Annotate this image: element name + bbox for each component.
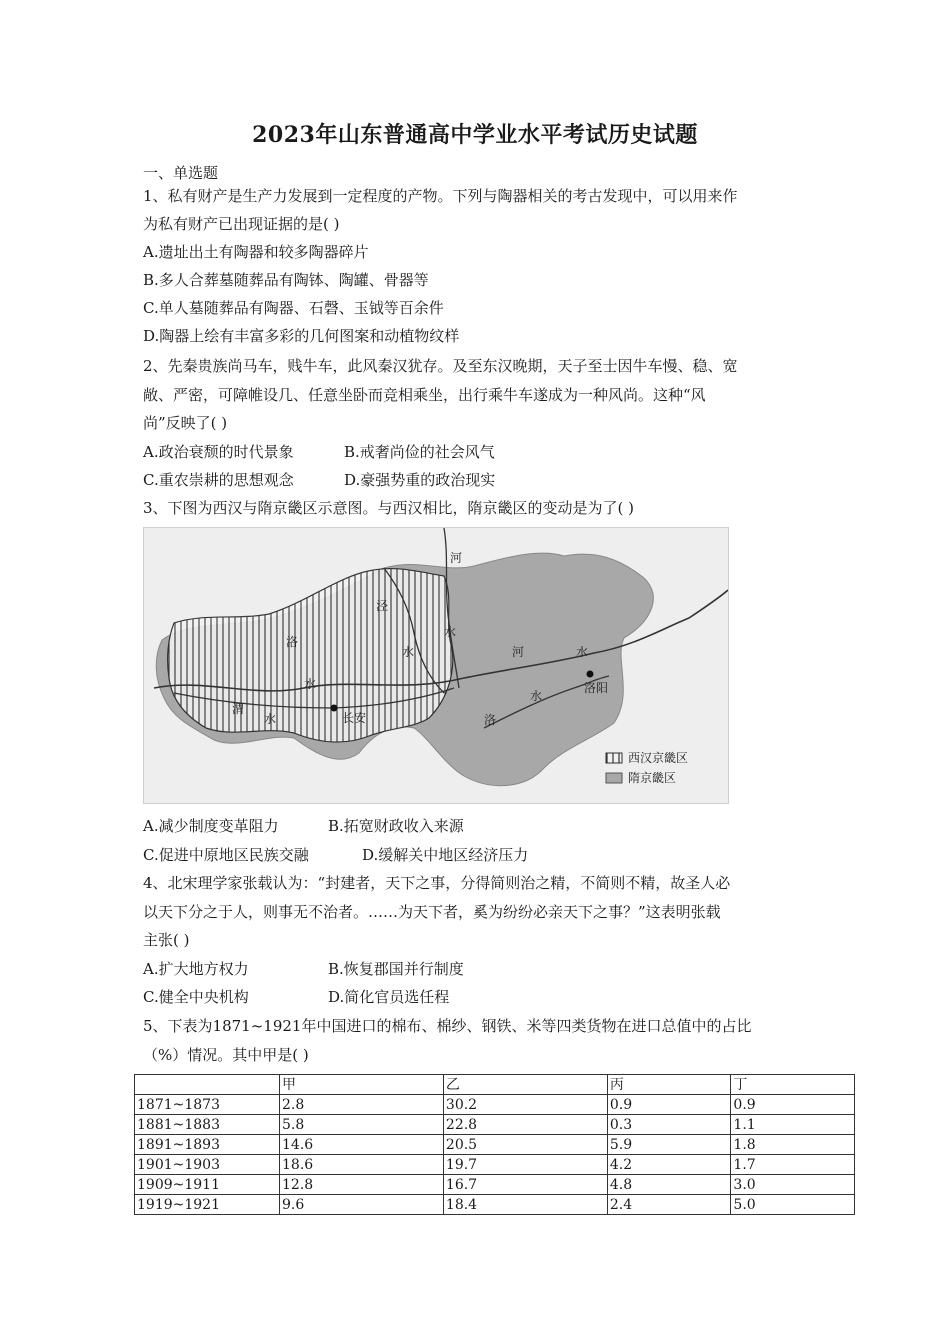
q5-stem-line2: （%）情况。其中甲是( ) bbox=[143, 1046, 309, 1064]
table-cell: 0.9 bbox=[731, 1095, 855, 1115]
q5-stem-line1: 5、下表为1871~1921年中国进口的棉布、棉纱、钢铁、米等四类货物在进口总值中的占比 bbox=[143, 1017, 752, 1035]
q1-stem-line1: 1、私有财产是生产力发展到一定程度的产物。下列与陶器相关的考古发现中，可以用来作 bbox=[143, 187, 738, 205]
section-heading: 一、单选题 bbox=[143, 164, 219, 182]
legend-western-han: 西汉京畿区 bbox=[628, 751, 689, 765]
table-cell: 3.0 bbox=[731, 1175, 855, 1195]
map-label-wei: 渭 bbox=[232, 702, 245, 716]
q2-option-b: B.戒奢尚俭的社会风气 bbox=[344, 443, 495, 461]
q4-option-b: B.恢复郡国并行制度 bbox=[328, 960, 464, 978]
table-header-cell: 乙 bbox=[443, 1075, 607, 1095]
q4-option-d: D.简化官员选任程 bbox=[328, 988, 450, 1006]
q1-option-a: A.遗址出土有陶器和较多陶器碎片 bbox=[143, 243, 369, 261]
table-cell: 4.2 bbox=[607, 1155, 731, 1175]
capital-region-map bbox=[143, 527, 729, 804]
q4-stem-line2: 以天下分之于人，则事无不治者。……为天下者，奚为纷纷必亲天下之事？”这表明张载 bbox=[143, 903, 721, 921]
table-cell: 14.6 bbox=[280, 1135, 444, 1155]
table-cell: 0.3 bbox=[607, 1115, 731, 1135]
map-label-shui3: 水 bbox=[304, 677, 317, 691]
q4-stem-line3: 主张( ) bbox=[143, 931, 190, 949]
table-cell: 18.4 bbox=[443, 1195, 607, 1215]
table-cell: 1.1 bbox=[731, 1115, 855, 1135]
legend-sui: 隋京畿区 bbox=[628, 771, 677, 785]
legend-western-han-swatch bbox=[606, 753, 622, 763]
page-title: 2023年山东普通高中学业水平考试历史试题 bbox=[252, 122, 698, 148]
q1-stem-line2: 为私有财产已出现证据的是( ) bbox=[143, 215, 340, 233]
q2-option-a: A.政治衰颓的时代景象 bbox=[143, 443, 294, 461]
table-cell: 1919~1921 bbox=[135, 1195, 280, 1215]
map-label-shui2: 水 bbox=[402, 645, 415, 659]
q3-option-c: C.促进中原地区民族交融 bbox=[143, 846, 309, 864]
table-row bbox=[135, 1195, 855, 1215]
table-cell: 20.5 bbox=[443, 1135, 607, 1155]
map-label-luo2: 洛 bbox=[484, 713, 497, 727]
q3-option-b: B.拓宽财政收入来源 bbox=[328, 817, 464, 835]
q1-option-b: B.多人合葬墓随葬品有陶钵、陶罐、骨器等 bbox=[143, 271, 429, 289]
map-label-jing: 泾 bbox=[376, 599, 389, 613]
table-cell: 22.8 bbox=[443, 1115, 607, 1135]
map-label-he: 河 bbox=[450, 551, 463, 565]
table-row bbox=[135, 1095, 855, 1115]
q1-option-d: D.陶器上绘有丰富多彩的几何图案和动植物纹样 bbox=[143, 327, 460, 345]
table-cell: 1881~1883 bbox=[135, 1115, 280, 1135]
table-row bbox=[135, 1135, 855, 1155]
legend-sui-swatch bbox=[606, 773, 622, 783]
map-label-shui6: 水 bbox=[530, 689, 543, 703]
q3-stem: 3、下图为西汉与隋京畿区示意图。与西汉相比，隋京畿区的变动是为了( ) bbox=[143, 499, 635, 517]
map-label-shui5: 水 bbox=[576, 645, 589, 659]
table-row bbox=[135, 1175, 855, 1195]
luoyang-dot bbox=[587, 671, 594, 678]
table-cell: 1.7 bbox=[731, 1155, 855, 1175]
table-cell: 12.8 bbox=[280, 1175, 444, 1195]
table-cell: 19.7 bbox=[443, 1155, 607, 1175]
table-cell: 2.8 bbox=[280, 1095, 444, 1115]
map-label-shui1: 水 bbox=[444, 625, 457, 639]
q4-stem-line1: 4、北宋理学家张载认为：“封建者，天下之事，分得简则治之精，不简则不精，故圣人必 bbox=[143, 874, 731, 892]
q2-stem-line2: 敞、严密，可障帷设几、任意坐卧而竞相乘坐，出行乘牛车遂成为一种风尚。这种“风 bbox=[143, 386, 706, 404]
table-cell: 4.8 bbox=[607, 1175, 731, 1195]
table-cell: 1871~1873 bbox=[135, 1095, 280, 1115]
table-header-cell: 丁 bbox=[731, 1075, 855, 1095]
table-cell: 18.6 bbox=[280, 1155, 444, 1175]
q3-option-d: D.缓解关中地区经济压力 bbox=[362, 846, 529, 864]
map-label-shui4: 水 bbox=[264, 712, 277, 726]
table-cell: 1.8 bbox=[731, 1135, 855, 1155]
map-label-he2: 河 bbox=[512, 645, 525, 659]
q1-option-c: C.单人墓随葬品有陶器、石磬、玉钺等百余件 bbox=[143, 299, 444, 317]
table-row bbox=[135, 1115, 855, 1135]
table-cell: 1891~1893 bbox=[135, 1135, 280, 1155]
table-cell: 9.6 bbox=[280, 1195, 444, 1215]
table-header-cell: 丙 bbox=[607, 1075, 731, 1095]
q4-option-c: C.健全中央机构 bbox=[143, 988, 249, 1006]
table-cell: 1901~1903 bbox=[135, 1155, 280, 1175]
q2-option-d: D.豪强势重的政治现实 bbox=[344, 471, 496, 489]
table-cell: 5.8 bbox=[280, 1115, 444, 1135]
table-cell: 1909~1911 bbox=[135, 1175, 280, 1195]
table-cell: 5.0 bbox=[731, 1195, 855, 1215]
table-header-cell bbox=[135, 1075, 280, 1095]
table-cell: 2.4 bbox=[607, 1195, 731, 1215]
q2-stem-line1: 2、先秦贵族尚马车，贱牛车，此风秦汉犹存。及至东汉晚期，天子至士因牛车慢、稳、宽 bbox=[143, 357, 738, 375]
table-header-cell: 甲 bbox=[280, 1075, 444, 1095]
q2-option-c: C.重农崇耕的思想观念 bbox=[143, 471, 294, 489]
table-cell: 5.9 bbox=[607, 1135, 731, 1155]
table-cell: 0.9 bbox=[607, 1095, 731, 1115]
map-label-changan: 长安 bbox=[342, 711, 367, 725]
q3-option-a: A.减少制度变革阻力 bbox=[143, 817, 279, 835]
q4-option-a: A.扩大地方权力 bbox=[143, 960, 249, 978]
changan-dot bbox=[331, 705, 338, 712]
map-label-luoyang: 洛阳 bbox=[584, 681, 609, 695]
q2-stem-line3: 尚”反映了( ) bbox=[143, 414, 228, 432]
table-row bbox=[135, 1155, 855, 1175]
import-share-table bbox=[134, 1074, 855, 1215]
map-label-luo: 洛 bbox=[286, 635, 299, 649]
table-cell: 30.2 bbox=[443, 1095, 607, 1115]
table-cell: 16.7 bbox=[443, 1175, 607, 1195]
table-header-row bbox=[135, 1075, 855, 1095]
